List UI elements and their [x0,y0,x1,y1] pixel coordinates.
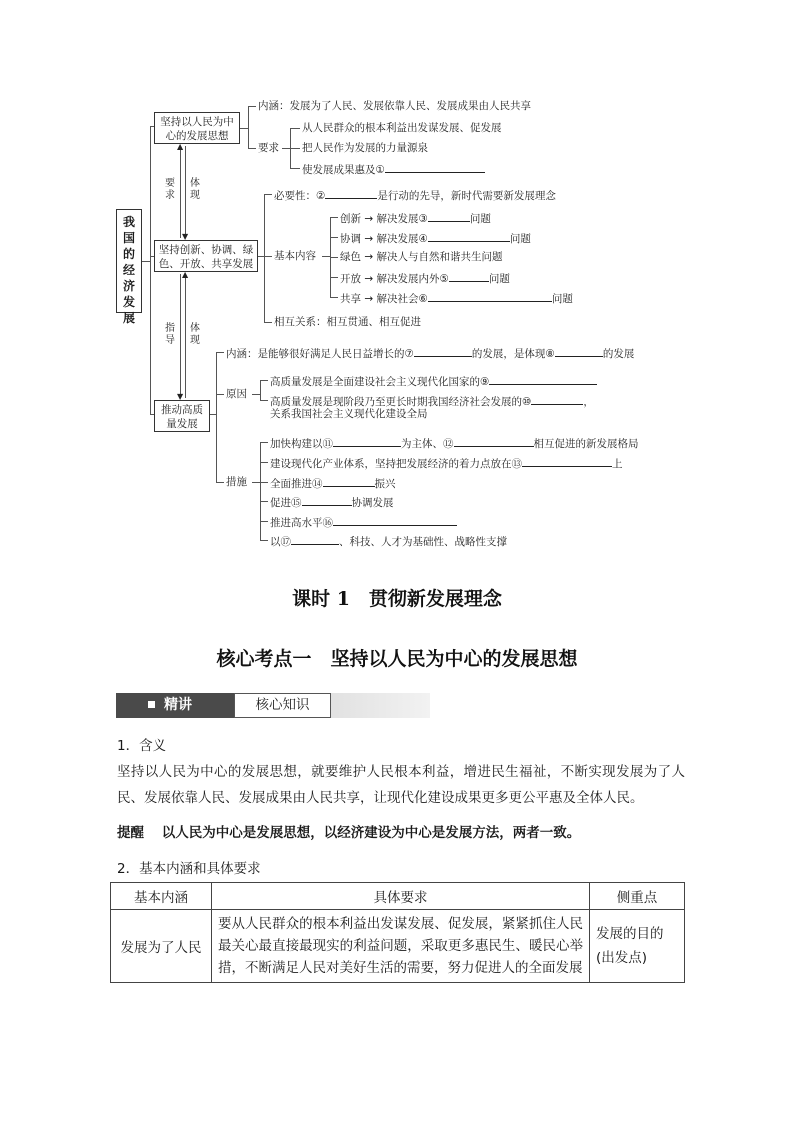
n2-item-coordination: 协调 → 解决发展④ 问题 [340,230,531,246]
arrow-up-icon: ▲ [182,270,189,279]
p1-heading: 1．含义 [117,738,167,754]
n3-y2b: 关系我国社会主义现代化建设全局 [270,408,428,420]
n1-yaoqiu: 要求 [258,142,279,154]
table-header: 具体要求 [212,883,590,910]
p1-text: 坚持以人民为中心的发展思想，就要维护人民根本利益，增进民生福祉，不断实现发展为了人民、发展依靠人民、发展成果由人民共享，让现代化建设成果更多更公平惠及全体人民。 [117,764,685,806]
n3-c4: 促进⑮ 协调发展 [270,494,394,510]
arrow-down-icon: ▼ [177,392,184,401]
arrow-down-icon: ▼ [182,232,189,241]
n2-item-green: 绿色 → 解决人与自然和谐共生问题 [340,251,503,263]
n3-y1: 高质量发展是全面建设社会主义现代化国家的⑨ [270,373,597,389]
n3-c3: 全面推进⑭ 振兴 [270,475,396,491]
n1-req-2: 把人民作为发展的力量源泉 [302,142,428,154]
mindmap-node-high-quality: 推动高质量发展 [154,400,210,432]
n2-item-openness: 开放 → 解决发展内外⑤ 问题 [340,270,510,286]
n2-item-innovation: 创新 → 解决发展③ 问题 [340,210,491,226]
link-label-embody: 体现 [190,323,200,346]
square-bullet-icon [148,701,155,708]
n3-y2: 高质量发展是现阶段乃至更长时期我国经济社会发展的⑩ ， [270,393,594,409]
tip: 提醒 以人民为中心是发展思想，以经济建设为中心是发展方法，两者一致。 [117,825,581,841]
lesson-title: 课时 1 贯彻新发展理念 [292,588,502,610]
table-cell-yaoqiu: 要从人民群众的根本利益出发谋发展、促发展，紧紧抓住人民最关心最直接最现实的利益问题，采取更多惠民生、暖民心举措，不断满足人民对美好生活的需要，努力促进人的全面发展 [212,910,590,983]
mindmap-node-people-centered: 坚持以人民为中心的发展思想 [154,112,240,144]
banner-right: 核心知识 [234,693,331,718]
mindmap-root: 我国的经济发展 [116,209,142,313]
table-cell-focus: 发展的目的(出发点) [590,910,685,983]
n1-req-1: 从人民群众的根本利益出发谋发展、促发展 [302,122,502,134]
table-header: 侧重点 [590,883,685,910]
n2-item-sharing: 共享 → 解决社会⑥ 问题 [340,290,573,306]
p2-heading: 2．基本内涵和具体要求 [117,861,261,877]
section-title: 核心考点一 坚持以人民为中心的发展思想 [216,648,578,670]
section-banner [116,693,430,718]
n3-c1: 加快构建以⑪ 为主体、⑫ 相互促进的新发展格局 [270,435,639,451]
n3-neihan: 内涵：是能够很好满足人民日益增长的⑦ 的发展，是体现⑧ 的发展 [226,345,634,361]
n2-jiben: 基本内容 [274,250,316,262]
n3-yuanyin: 原因 [226,388,247,400]
arrow-up-icon: ▲ [177,142,184,151]
link-label-embody: 体现 [190,178,200,201]
n3-cuoshi: 措施 [226,476,247,488]
n2-xianghu: 相互关系：相互贯通、相互促进 [274,316,421,328]
table-cell-neihan: 发展为了人民 [111,910,212,983]
requirements-table [110,882,685,983]
link-label-guide: 指导 [165,323,175,346]
table-header: 基本内涵 [111,883,212,910]
table-header-row [111,883,685,910]
banner-left: 精讲 [116,693,234,718]
n3-c6: 以⑰ 、科技、人才为基础性、战略性支撑 [270,533,507,549]
n3-c2: 建设现代化产业体系，坚持把发展经济的着力点放在⑬ 上 [270,455,623,471]
mindmap-node-new-development-concept: 坚持创新、协调、绿色、开放、共享发展 [154,240,258,272]
n2-biyao: 必要性：② 是行动的先导，新时代需要新发展理念 [274,187,556,203]
table-row [111,910,685,983]
n3-c5: 推进高水平⑯ [270,514,457,530]
link-label-requirement: 要求 [165,178,175,201]
n1-neihan: 内涵：发展为了人民、发展依靠人民、发展成果由人民共享 [258,100,531,112]
n1-req-3: 使发展成果惠及① [302,161,485,177]
